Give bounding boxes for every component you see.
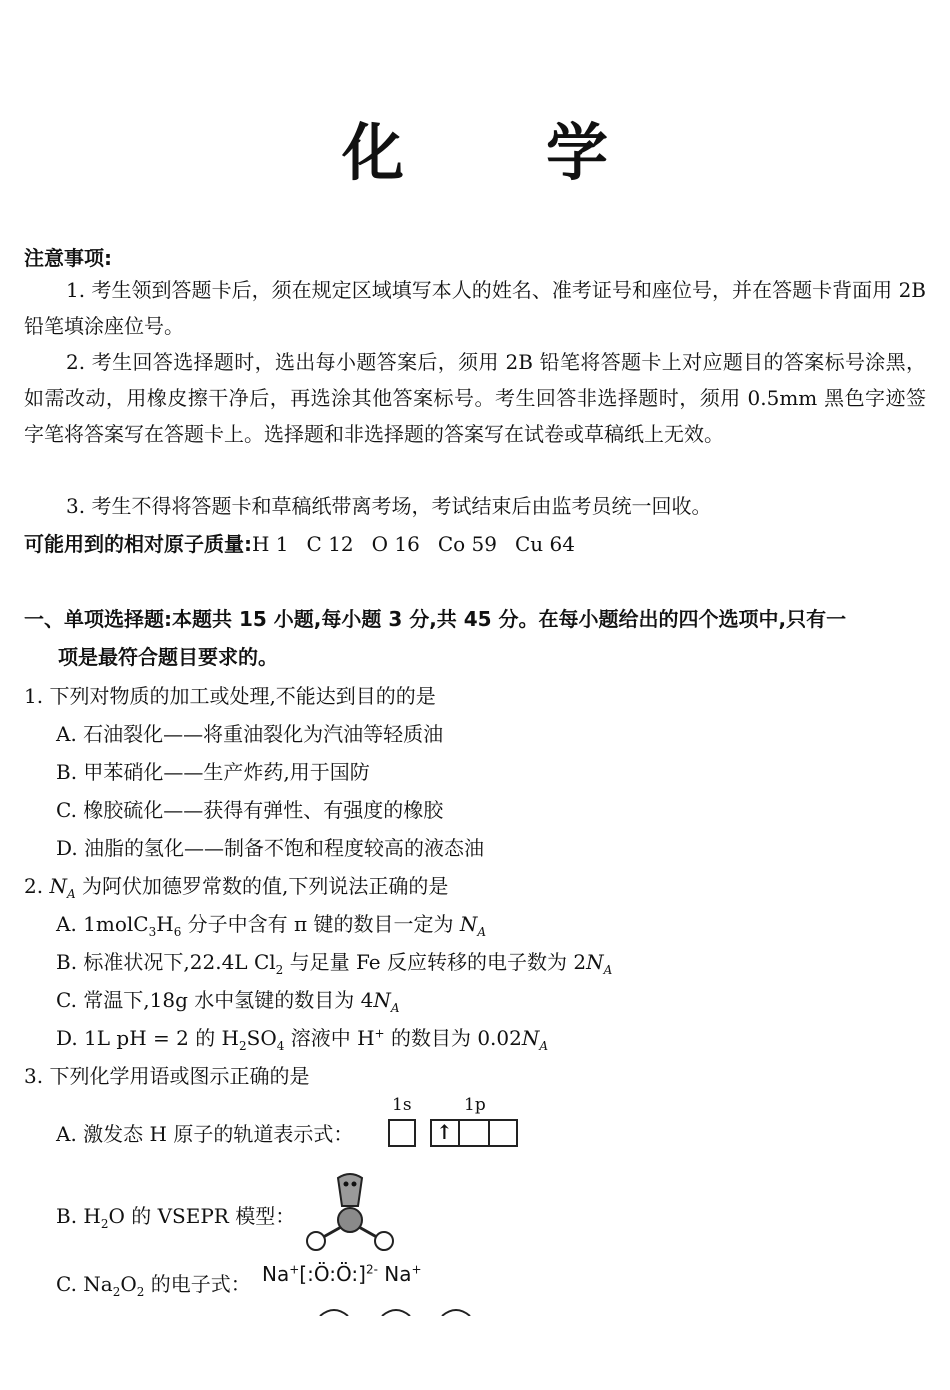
- notice-item-2: 2. 考生回答选择题时，选出每小题答案后，须用 2B 铅笔将答题卡上对应题目的答案标号涂黑，如需改动，用橡皮擦干净后，再选涂其他答案标号。考生回答非选择题时，须用 0.5mm 黑色字迹签字笔将答案写在答题卡上。选择题和非选择题的答案写在试卷或草稿纸上无效。: [24, 350, 926, 446]
- orbital-box-1s: [388, 1119, 416, 1147]
- part1-line2: 项是最符合题目要求的。: [58, 645, 278, 669]
- partial-circle-3: [442, 1310, 470, 1316]
- ef-right-bracket: ]: [358, 1262, 366, 1286]
- q2-num: 2.: [24, 874, 44, 898]
- q2d-pre: D. 1L pH = 2 的 H: [56, 1026, 239, 1050]
- q1-option-c: C. 橡胶硫化——获得有弹性、有强度的橡胶: [56, 798, 444, 822]
- q2a-sub2: 6: [173, 925, 182, 939]
- next-option-figure-partial: [310, 1306, 480, 1316]
- q2-option-a: [56, 908, 486, 939]
- q2-stem-text: 为阿伏加德罗常数的值,下列说法正确的是: [75, 874, 449, 898]
- q2a-na: N: [459, 912, 478, 936]
- q3c-sub1: 2: [112, 1285, 121, 1299]
- part1-line1: 一、单项选择题:本题共 15 小题,每小题 3 分,共 45 分。在每小题给出的四个选项中,只有一: [24, 607, 847, 631]
- q3-option-a: A. 激发态 H 原子的轨道表示式：: [56, 1122, 354, 1146]
- mass-h: H 1: [252, 532, 289, 556]
- q2a-post: 分子中含有 π 键的数目一定为: [181, 912, 460, 936]
- orbital-label-1p: 1p: [464, 1095, 486, 1115]
- q2a-mid: H: [156, 912, 174, 936]
- q3-option-c: [56, 1268, 251, 1299]
- q2-na-sub: A: [66, 887, 76, 901]
- q1-option-b: B. 甲苯硝化——生产炸药,用于国防: [56, 760, 370, 784]
- hydrogen-atom-right: [375, 1232, 393, 1250]
- ef-oxygen-2: Ö: [335, 1262, 352, 1286]
- q3c-mid: O: [120, 1272, 137, 1296]
- mass-c: C 12: [306, 532, 354, 556]
- orbital-divider-1: [458, 1119, 460, 1147]
- ef-colon-3: :: [351, 1262, 359, 1286]
- notice-item-3: 3. 考生不得将答题卡和草稿纸带离考场，考试结束后由监考员统一回收。: [66, 494, 712, 518]
- q2d-sup: +: [374, 1026, 385, 1041]
- mass-co: Co 59: [437, 532, 497, 556]
- ef-colon-1: :: [307, 1262, 314, 1286]
- q3c-sub2: 2: [136, 1285, 145, 1299]
- hydrogen-atom-left: [307, 1232, 325, 1250]
- q2b-post: 与足量 Fe 反应转移的电子数为 2: [283, 950, 587, 974]
- mass-cu: Cu 64: [515, 532, 575, 556]
- q2c-na-sub: A: [390, 1001, 400, 1015]
- q2-option-d: [56, 1022, 548, 1053]
- vsepr-model-figure: [300, 1170, 400, 1254]
- q2-na: N: [49, 874, 67, 898]
- q2c-pre: C. 常温下,18g 水中氢键的数目为 4: [56, 988, 374, 1012]
- q3-stem: 3. 下列化学用语或图示正确的是: [24, 1064, 310, 1088]
- q2c-na: N: [373, 988, 391, 1012]
- ef-left-bracket: [: [299, 1262, 308, 1286]
- orbital-diagram: [388, 1095, 520, 1151]
- partial-circle-2: [382, 1310, 410, 1316]
- q3c-pre: C. Na: [56, 1272, 113, 1296]
- q2-option-b: [56, 946, 612, 977]
- part1-heading: [24, 600, 930, 676]
- q2b-na-sub: A: [603, 963, 613, 977]
- ef-oxygen-1: Ö: [313, 1262, 330, 1286]
- q2a-pre: A. 1molC: [56, 912, 149, 936]
- orbital-divider-2: [488, 1119, 490, 1147]
- ef-na-2: Na: [384, 1262, 412, 1286]
- orbital-label-1s: 1s: [392, 1095, 412, 1115]
- atomic-masses-label: 可能用到的相对原子质量:: [24, 532, 252, 556]
- q2b-sub1: 2: [275, 963, 284, 977]
- q2d-mid: SO: [246, 1026, 277, 1050]
- q1-stem: 1. 下列对物质的加工或处理,不能达到目的的是: [24, 684, 436, 708]
- q2b-na: N: [586, 950, 604, 974]
- q2a-na-sub: A: [477, 925, 487, 939]
- notice-heading: 注意事项:: [24, 246, 112, 270]
- notice-item-1: 1. 考生领到答题卡后，须在规定区域填写本人的姓名、准考证号和座位号，并在答题卡背面用 2B 铅笔填涂座位号。: [24, 278, 926, 338]
- ef-plus-1: +: [289, 1262, 300, 1277]
- ef-colon-2: :: [329, 1262, 336, 1286]
- electron-formula: [262, 1262, 422, 1286]
- q1-option-d: D. 油脂的氢化——制备不饱和程度较高的液态油: [56, 836, 485, 860]
- q3c-post: 的电子式：: [144, 1272, 251, 1296]
- page-title: 化 学: [341, 116, 648, 189]
- q2d-sub1: 2: [239, 1039, 247, 1053]
- q2d-post2: 的数目为 0.02: [384, 1026, 522, 1050]
- q2a-sub1: 3: [148, 925, 157, 939]
- partial-circle-1: [320, 1310, 348, 1316]
- q2-option-c: [56, 984, 400, 1015]
- ef-plus-2: +: [411, 1262, 422, 1277]
- ef-na-1: Na: [262, 1262, 290, 1286]
- q3b-post: O 的 VSEPR 模型：: [108, 1204, 296, 1228]
- lone-pair-electron-2: [352, 1182, 357, 1187]
- q2d-post: 溶液中 H: [284, 1026, 375, 1050]
- atomic-masses: [24, 528, 593, 557]
- q2d-sub2: 4: [276, 1039, 285, 1053]
- q3b-sub1: 2: [100, 1217, 109, 1231]
- q2-stem: [24, 870, 448, 901]
- q1-option-a: A. 石油裂化——将重油裂化为汽油等轻质油: [56, 722, 444, 746]
- q2d-na-sub: A: [539, 1039, 549, 1053]
- q2b-pre: B. 标准状况下,22.4L Cl: [56, 950, 276, 974]
- q3b-pre: B. H: [56, 1204, 101, 1228]
- orbital-up-arrow: ↑: [436, 1120, 453, 1144]
- mass-o: O 16: [371, 532, 420, 556]
- lone-pair-electron-1: [344, 1182, 349, 1187]
- ef-charge: 2-: [365, 1262, 378, 1277]
- q3-option-b: [56, 1200, 295, 1231]
- q2d-na: N: [521, 1026, 540, 1050]
- lone-pair-lobe: [338, 1174, 362, 1206]
- central-atom: [338, 1208, 362, 1232]
